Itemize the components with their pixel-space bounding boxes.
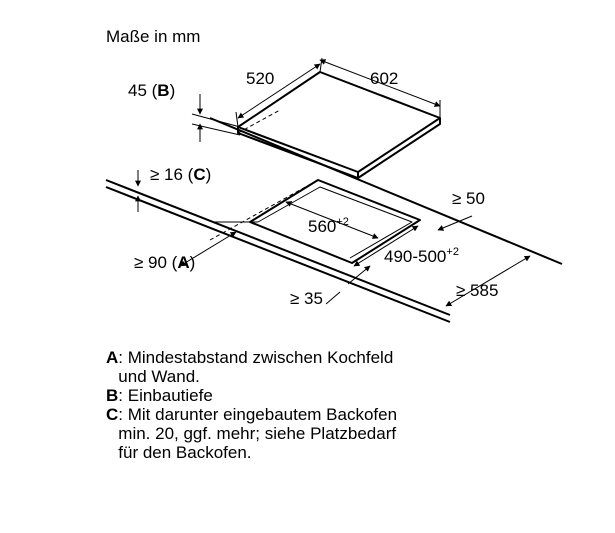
label-560: $560^{+2}$ bbox=[308, 216, 349, 236]
legend-text: : Einbautiefe bbox=[118, 386, 213, 405]
label-585: ≥ 585 bbox=[456, 281, 499, 300]
legend-item-a bbox=[106, 348, 397, 386]
legend-item-c bbox=[106, 405, 397, 462]
label-35: ≥ 35 bbox=[290, 289, 323, 308]
label-16-c: ≥ 16 (C) bbox=[150, 165, 212, 184]
label-520: 520 bbox=[246, 69, 275, 88]
legend-key: B bbox=[106, 386, 119, 405]
legend-item-b bbox=[106, 386, 397, 405]
diagram-title: Maße in mm bbox=[106, 27, 201, 46]
label-50: ≥ 50 bbox=[452, 189, 485, 208]
legend-text: : Mit darunter eingebautem Backofen min. 20, ggf. mehr; siehe Platzbedarf für den Backofen. bbox=[118, 405, 398, 462]
legend-key: A bbox=[106, 348, 119, 367]
label-490-500: $490-500^{+2}$ bbox=[384, 246, 459, 266]
label-45-b: 45 (B) bbox=[128, 81, 176, 100]
label-602: 602 bbox=[370, 69, 399, 88]
legend-text: : Mindestabstand zwischen Kochfeld und Wand. bbox=[118, 348, 394, 386]
legend bbox=[106, 348, 397, 462]
legend-key: C bbox=[106, 405, 119, 424]
label-90-a: ≥ 90 (A) bbox=[134, 253, 196, 272]
